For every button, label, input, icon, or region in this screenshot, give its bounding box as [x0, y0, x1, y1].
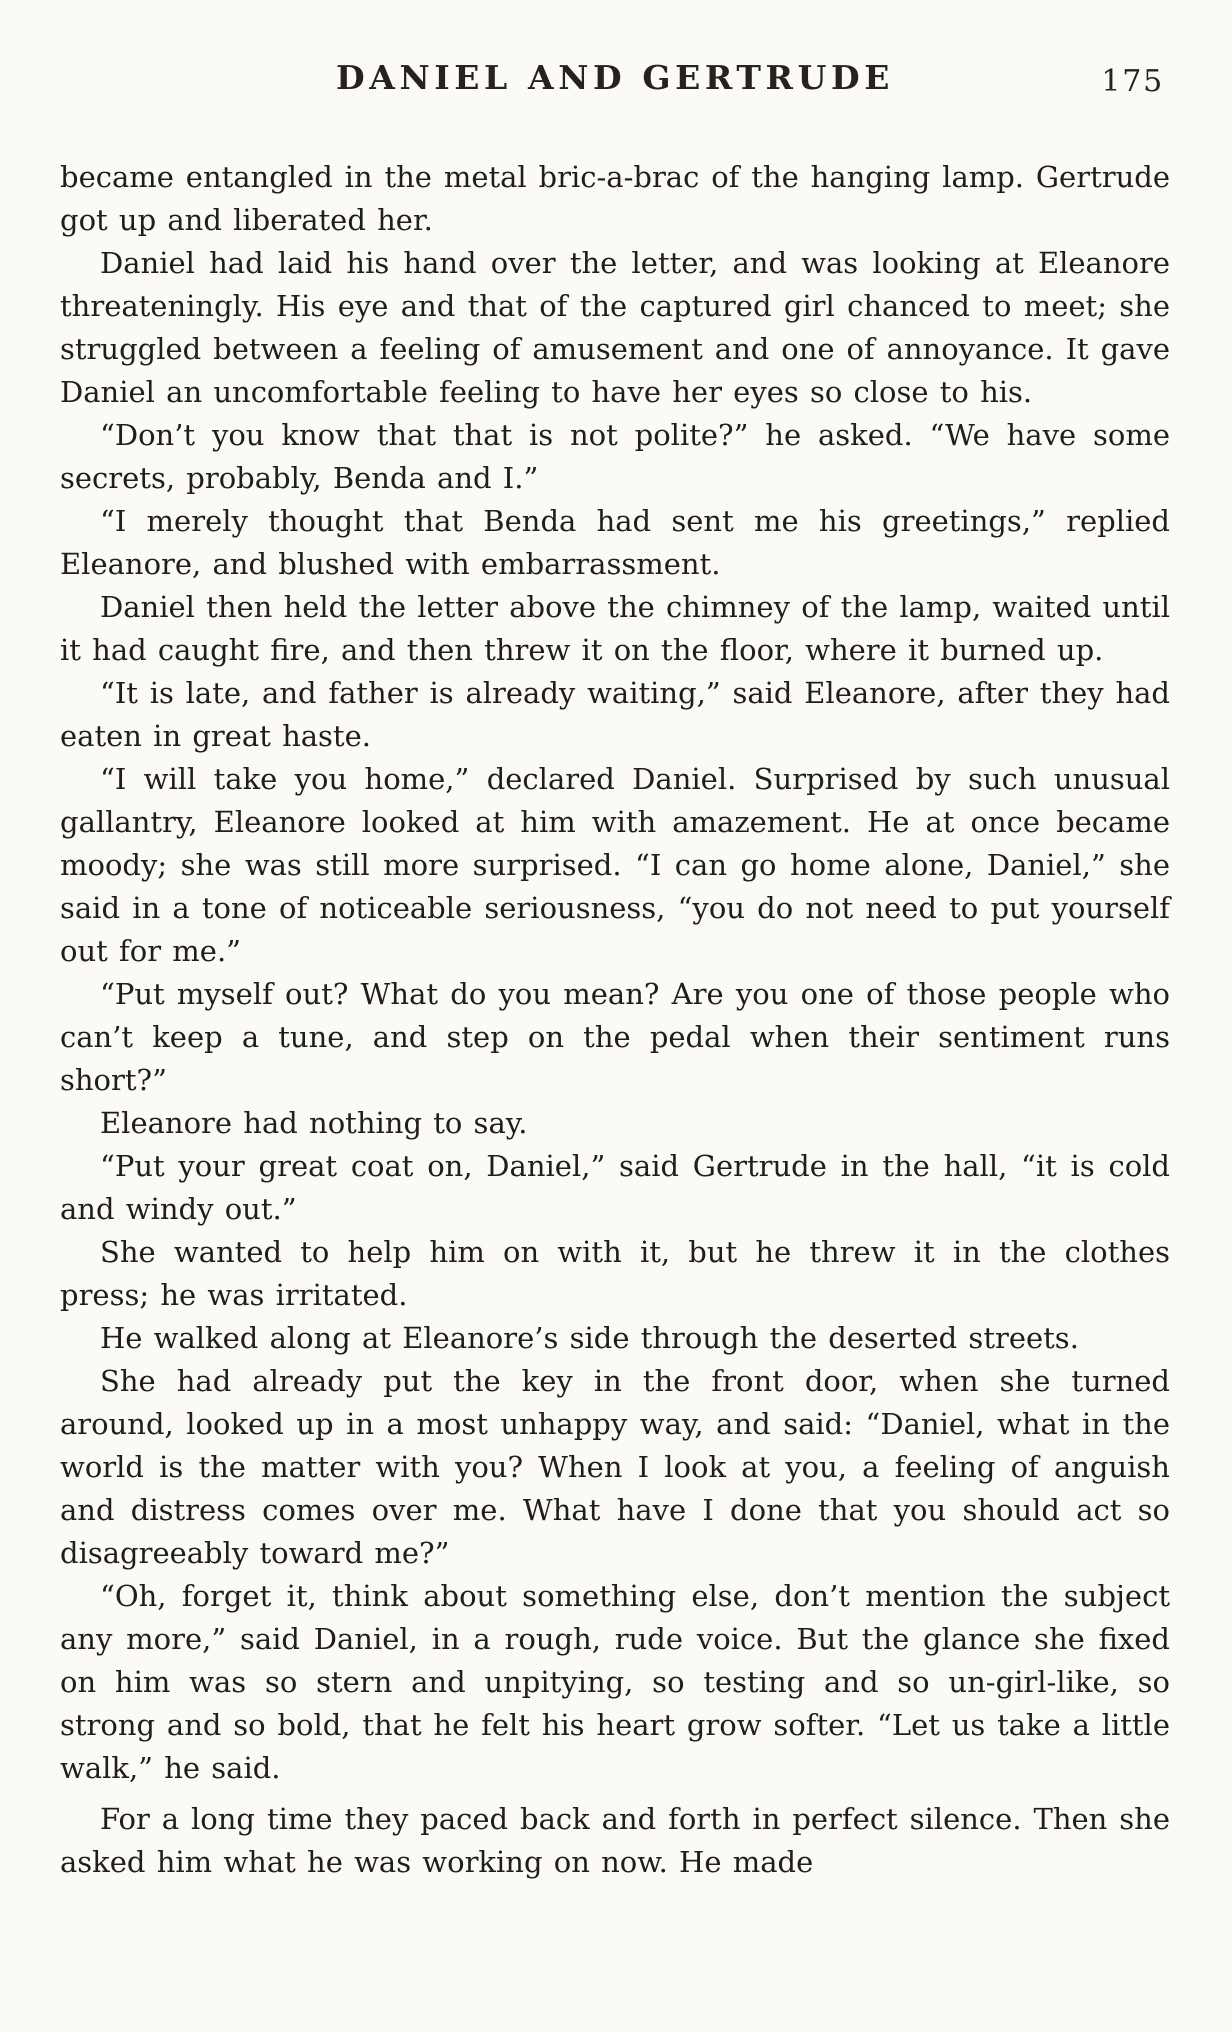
running-head-title: DANIEL AND GERTRUDE	[335, 58, 895, 97]
paragraph: For a long time they paced back and forth in perfect silence. Then she asked him what he was working on now. He made	[60, 1802, 1170, 1879]
paragraph: She wanted to help him on with it, but he threw it in the clothes press; he was irritated.	[60, 1235, 1170, 1312]
paragraph: “It is late, and father is already waiting,” said Eleanore, after they had eaten in great haste.	[60, 676, 1170, 753]
paragraph: “Put myself out? What do you mean? Are you one of those people who can’t keep a tune, and step on the pedal when their sentiment runs short?”	[60, 977, 1170, 1097]
paragraph: “Don’t you know that that is not polite?” he asked. “We have some secrets, probably, Benda and I.”	[60, 418, 1170, 495]
paragraph: Eleanore had nothing to say.	[100, 1106, 528, 1140]
paragraph: She had already put the key in the front door, when she turned around, looked up in a most unhappy way, and said: “Daniel, what in the world is the matter with you? When I look at you, a feeling of anguish and distress comes over me. What have I done that you should act so disagreeably toward me?”	[60, 1364, 1170, 1570]
page-body	[60, 156, 1170, 1884]
page-header	[60, 58, 1170, 110]
page-number: 175	[1101, 64, 1164, 99]
paragraph: “I merely thought that Benda had sent me his greetings,” replied Eleanore, and blushed with embarrassment.	[60, 504, 1170, 581]
paragraph: “I will take you home,” declared Daniel. Surprised by such unusual gallantry, Eleanore looked at him with amazement. He at once became moody; she was still more surprised. “I can go home alone, Daniel,” she said in a tone of noticeable seriousness, “you do not need to put yourself out for me.”	[60, 762, 1170, 968]
paragraph: Daniel then held the letter above the chimney of the lamp, waited until it had caught fire, and then threw it on the floor, where it burned up.	[60, 590, 1170, 667]
paragraph: He walked along at Eleanore’s side through the deserted streets.	[100, 1321, 1079, 1355]
paragraph: “Put your great coat on, Daniel,” said Gertrude in the hall, “it is cold and windy out.”	[60, 1149, 1170, 1226]
paragraph: “Oh, forget it, think about something else, don’t mention the subject any more,” said Daniel, in a rough, rude voice. But the glance she fixed on him was so stern and unpitying, so testing and so un-girl-like, so strong and so bold, that he felt his heart grow softer. “Let us take a little walk,” he said.	[60, 1579, 1170, 1785]
paragraph: Daniel had laid his hand over the letter, and was looking at Eleanore threateningly. His eye and that of the captured girl chanced to meet; she struggled between a feeling of amusement and one of annoyance. It gave Daniel an uncomfortable feeling to have her eyes so close to his.	[60, 246, 1170, 409]
paragraph: became entangled in the metal bric-a-brac of the hanging lamp. Gertrude got up and liberated her.	[60, 160, 1170, 237]
